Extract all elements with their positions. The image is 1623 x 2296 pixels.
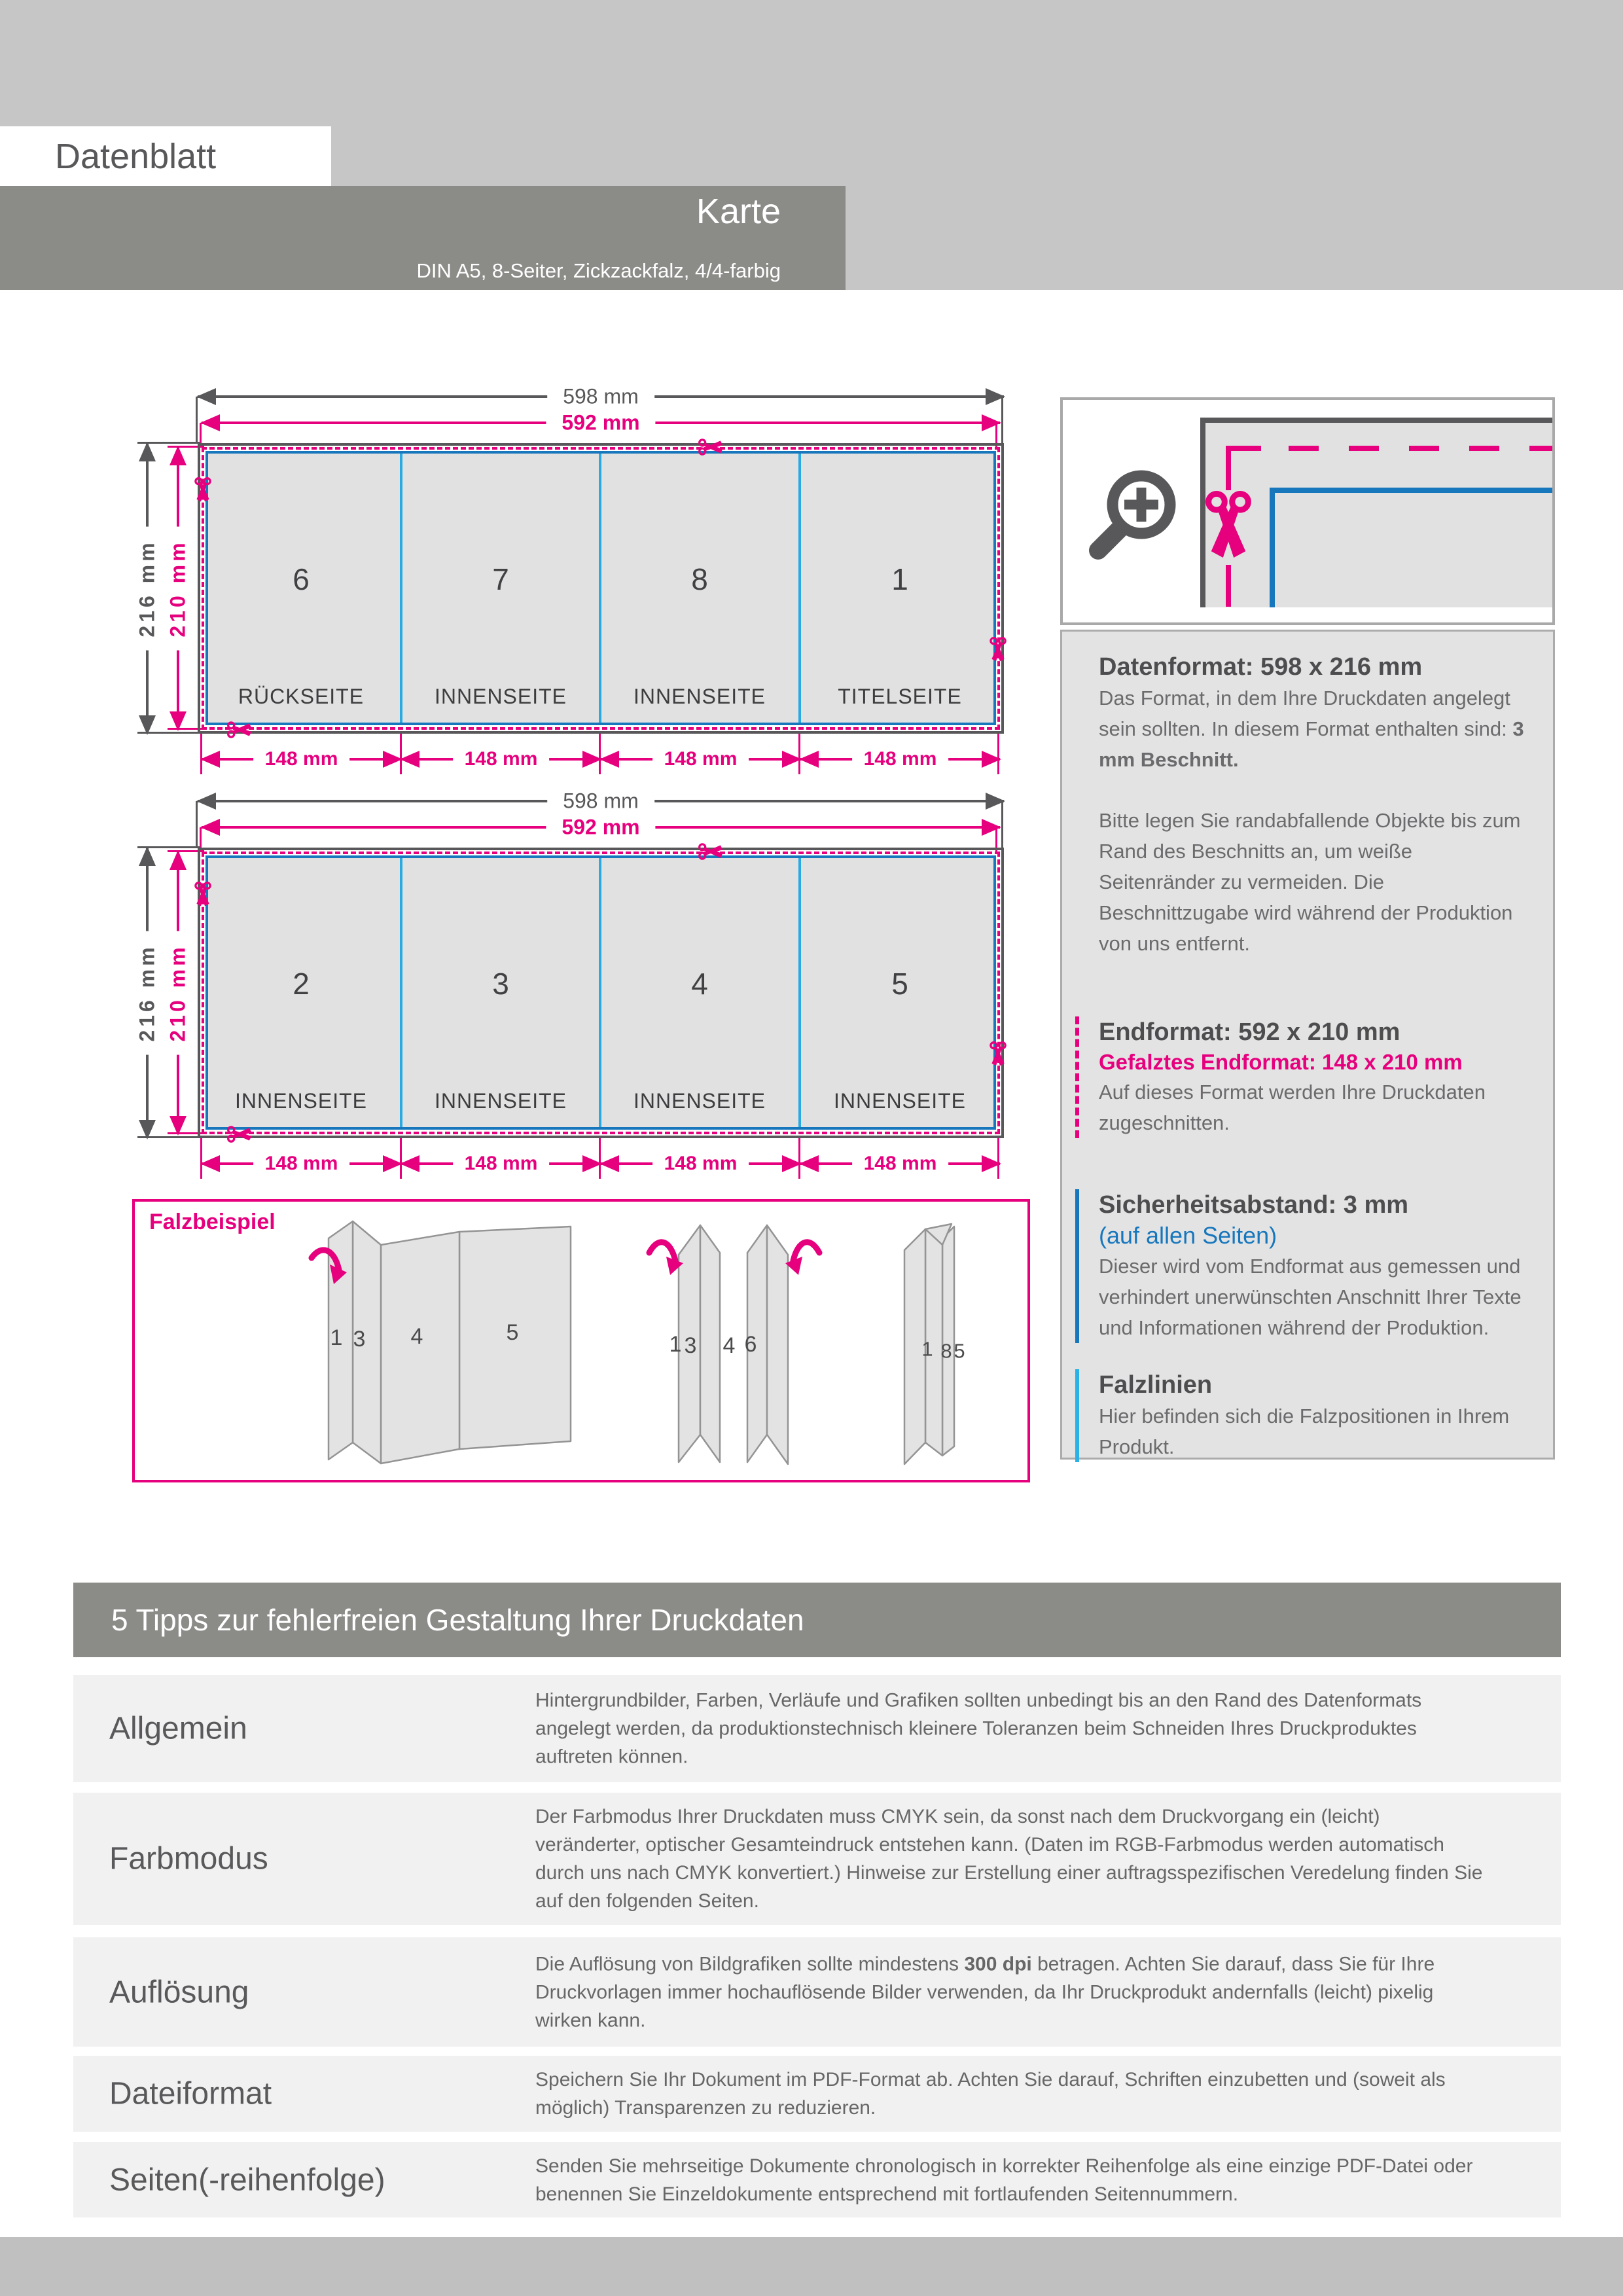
safety-line: [1270, 488, 1275, 607]
fold-page-number: 5: [506, 1320, 519, 1345]
endformat-text: Auf dieses Format werden Ihre Druckdaten zugeschnitten.: [1099, 1081, 1486, 1134]
safety-section: [1075, 1189, 1529, 1343]
datenformat-edge-line: [1200, 418, 1552, 423]
sheet-label: Datenblatt: [55, 137, 217, 176]
dimension-total-height: 216 mm: [146, 443, 149, 734]
page-number: 5: [891, 967, 908, 1001]
safety-line: [1270, 488, 1552, 493]
dimension-final-width: 592 mm: [202, 422, 1000, 424]
safety-text: Dieser wird vom Endformat aus gemessen und verhindert unerwünschten Anschnitt Ihrer Texte und Informationen während der Produktion.: [1099, 1255, 1522, 1339]
fold-page-number: 4: [722, 1333, 736, 1358]
dimension-final-height: 210 mm: [177, 852, 179, 1134]
fold-page-number: 1: [669, 1332, 682, 1357]
zoom-in-icon: [1081, 451, 1212, 582]
endformat-dash: [1226, 446, 1261, 451]
datenformat-text: Das Format, in dem Ihre Druckdaten angelegt sein sollten. In diesem Format enthalten sind: 3 mm Beschnitt.: [1099, 687, 1524, 771]
scissors-icon: [226, 1124, 254, 1144]
fold-page-number: 6: [744, 1332, 757, 1357]
extension-line: [137, 732, 200, 734]
page-side-label: INNENSEITE: [234, 1089, 368, 1113]
falzlinien-title: Falzlinien: [1099, 1371, 1213, 1399]
fold-page-number: 1: [330, 1325, 343, 1350]
scissors-icon: [193, 476, 213, 504]
dimension-final-height: 210 mm: [177, 447, 179, 730]
scissors-icon: [698, 842, 725, 861]
scissors-icon: [1202, 489, 1255, 564]
fold-page-number: 4: [410, 1324, 423, 1349]
fold-page-number: 5: [954, 1339, 965, 1363]
tips-header-bar: [73, 1583, 1561, 1657]
fold-line: [400, 454, 402, 723]
page-number: 2: [293, 967, 310, 1001]
fold-stage-1-illustration: [296, 1219, 616, 1467]
scissors-icon: [988, 636, 1008, 664]
datenformat-section: [1099, 651, 1529, 959]
dimension-total-width: 598 mm: [198, 800, 1004, 802]
page-side-label: RÜCKSEITE: [238, 685, 365, 708]
dimension-total-height: 216 mm: [146, 848, 149, 1138]
extension-line: [1001, 397, 1003, 443]
fold-line: [798, 858, 801, 1127]
bleed-detail-box: [1060, 397, 1555, 625]
page-side-label: INNENSEITE: [633, 1089, 766, 1113]
scissors-icon: [226, 720, 254, 740]
tip-label: Dateiformat: [109, 2076, 272, 2111]
bleed-note: Bitte legen Sie randabfallende Objekte bis zum Rand des Beschnitts an, um weiße Seitenränder zu vermeiden. Die Beschnittzugabe wird während der Produktion von uns entfernt.: [1099, 809, 1521, 955]
tips-title: 5 Tipps zur fehlerfreien Gestaltung Ihrer Druckdaten: [111, 1603, 804, 1637]
endformat-dash: [1226, 446, 1231, 490]
fold-page-number: 8: [940, 1339, 952, 1363]
fold-page-number: 1: [921, 1337, 933, 1361]
page-side-label: TITELSEITE: [838, 685, 962, 708]
page-side-label: INNENSEITE: [434, 685, 567, 708]
tip-text: Hintergrundbilder, Farben, Verläufe und Grafiken sollten unbedingt bis an den Rand des Datenformats angelegt werden, da produktionstechnisch kleinere Toleranzen beim Schneiden Ihres Druckproduktes auftreten können.: [535, 1689, 1422, 1768]
page-number: 6: [293, 562, 310, 596]
page-number: 1: [891, 562, 908, 596]
fold-line: [400, 858, 402, 1127]
fold-line: [599, 858, 601, 1127]
dimension-panel-widths: 148 mm 148 mm 148 mm 148 mm: [202, 1162, 1000, 1165]
falzlinien-text: Hier befinden sich die Falzpositionen in Ihrem Produkt.: [1099, 1405, 1510, 1458]
tip-label: Auflösung: [109, 1975, 249, 2009]
tip-text: Die Auflösung von Bildgrafiken sollte mindestens 300 dpi betragen. Achten Sie darauf, dass Sie für Ihre Druckvorlagen immer hochauflösende Bilder verwenden, da Ihr Druckprodukt andernfalls (leicht) pixelig wirken kann.: [535, 1953, 1435, 2031]
page-side-label: INNENSEITE: [833, 1089, 967, 1113]
tip-label: Allgemein: [109, 1711, 247, 1746]
scissors-icon: [698, 437, 725, 457]
tip-text: Speichern Sie Ihr Dokument im PDF-Format ab. Achten Sie darauf, Schriften einzubetten und (soweit als möglich) Transparenzen zu reduzieren.: [535, 2069, 1446, 2119]
datenformat-title: Datenformat: 598 x 216 mm: [1099, 653, 1423, 681]
dimension-panel-widths: 148 mm 148 mm 148 mm 148 mm: [202, 758, 1000, 761]
extension-line: [137, 846, 200, 848]
tip-row-dateiformat: [73, 2056, 1561, 2132]
page-number: 8: [691, 562, 708, 596]
endformat-title: Endformat: 592 x 210 mm: [1099, 1018, 1400, 1046]
endformat-section: [1075, 1016, 1529, 1138]
extension-line: [1001, 801, 1003, 848]
page-number: 3: [492, 967, 509, 1001]
tip-label: Seiten(-reihenfolge): [109, 2162, 385, 2197]
endformat-dashed-line: [1289, 446, 1552, 451]
tip-row-farbmodus: [73, 1793, 1561, 1925]
fold-example-title: Falzbeispiel: [149, 1210, 276, 1234]
footer-band: [0, 2237, 1623, 2296]
extension-line: [196, 801, 198, 848]
extension-line: [196, 397, 198, 443]
fold-line: [798, 454, 801, 723]
page-side-label: INNENSEITE: [633, 685, 766, 708]
tip-row-allgemein: [73, 1675, 1561, 1782]
endformat-dash: [1226, 565, 1231, 607]
page-number: 4: [691, 967, 708, 1001]
dimension-final-width: 592 mm: [202, 826, 1000, 829]
safety-title: Sicherheitsabstand: 3 mm: [1099, 1191, 1409, 1219]
extension-line: [137, 442, 200, 444]
page-number: 7: [492, 562, 509, 596]
fold-line: [599, 454, 601, 723]
dimension-total-width: 598 mm: [198, 395, 1004, 398]
product-title: Karte: [696, 192, 781, 231]
extension-line: [137, 1136, 200, 1138]
scissors-icon: [193, 881, 213, 908]
tip-row-seitenreihenfolge: [73, 2142, 1561, 2217]
fold-page-number: 3: [684, 1333, 697, 1358]
fold-page-number: 3: [353, 1327, 366, 1352]
fold-example-box: [132, 1199, 1030, 1482]
scissors-icon: [988, 1041, 1008, 1068]
format-info-box: [1060, 630, 1555, 1460]
product-subtitle: DIN A5, 8-Seiter, Zickzackfalz, 4/4-farbig: [416, 259, 781, 282]
page-side-label: INNENSEITE: [434, 1089, 567, 1113]
sheet-label-box: [0, 126, 331, 187]
tip-label: Farbmodus: [109, 1841, 268, 1876]
endformat-subtitle: Gefalztes Endformat: 148 x 210 mm: [1099, 1050, 1463, 1074]
product-title-band: [0, 186, 846, 290]
falzlinien-section: [1075, 1369, 1529, 1462]
tip-text: Der Farbmodus Ihrer Druckdaten muss CMYK sein, da sonst nach dem Druckvorgang ein (leicht) veränderter, optischer Gesamteindruck entstehen kann. (Daten im RGB-Farbmodus werden automatisch durch uns nach CMYK konvertiert.) Hinweise zur Erstellung einer auftragsspezifischen Veredelung finden Sie auf den folgenden Seiten.: [535, 1806, 1483, 1912]
tip-text: Senden Sie mehrseitige Dokumente chronologisch in korrekter Reihenfolge als eine einzige PDF-Datei oder benennen Sie Einzeldokumente entsprechend mit fortlaufenden Seitennummern.: [535, 2155, 1473, 2205]
tip-row-aufloesung: [73, 1937, 1561, 2047]
safety-subtitle: (auf allen Seiten): [1099, 1222, 1277, 1249]
